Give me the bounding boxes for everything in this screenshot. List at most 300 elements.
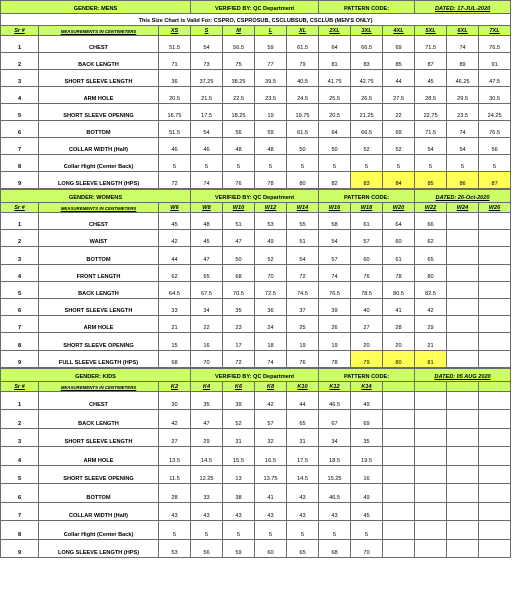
size-value: 60	[351, 247, 383, 264]
size-value: 74.5	[287, 281, 319, 298]
size-value: 64	[319, 121, 351, 138]
size-header	[447, 381, 479, 391]
measurement-label: LONG SLEEVE LENGTH (HPS)	[39, 172, 159, 189]
size-value	[383, 447, 415, 466]
size-value	[383, 539, 415, 558]
size-value: 46	[191, 138, 223, 155]
size-value: 27	[159, 428, 191, 447]
size-value: 80	[415, 264, 447, 281]
sr-header: Sr #	[1, 26, 39, 36]
measurement-label: BACK LENGTH	[39, 410, 159, 429]
size-value: 49	[351, 484, 383, 503]
size-value: 13	[223, 465, 255, 484]
section-header-row	[1, 368, 511, 381]
size-value: 19.75	[287, 104, 319, 121]
womens-size-table	[0, 189, 511, 368]
size-value: 29.5	[447, 87, 479, 104]
measurement-row	[1, 138, 511, 155]
size-value: 50	[223, 247, 255, 264]
size-value: 5	[159, 521, 191, 540]
size-value: 74	[447, 121, 479, 138]
size-value	[447, 213, 479, 230]
size-value: 40	[351, 298, 383, 315]
size-value: 34	[191, 298, 223, 315]
row-number: 6	[1, 484, 39, 503]
size-value	[479, 230, 511, 247]
row-number: 4	[1, 264, 39, 281]
size-header: K6	[223, 381, 255, 391]
gender-label: GENDER: MENS	[1, 1, 191, 14]
measurement-label: ARM HOLE	[39, 87, 159, 104]
measurement-label: FRONT LENGTH	[39, 264, 159, 281]
dated: DATED: 26-Oct-2020	[415, 190, 511, 203]
size-value: 48	[255, 138, 287, 155]
size-value: 18.5	[319, 447, 351, 466]
measurement-label: SHORT SLEEVE OPENING	[39, 465, 159, 484]
size-value: 56	[191, 539, 223, 558]
size-header: S	[191, 26, 223, 36]
size-value: 17	[223, 333, 255, 350]
measurement-label: SHORT SLEEVE LENGTH	[39, 70, 159, 87]
measurement-row	[1, 36, 511, 53]
size-value: 18	[255, 333, 287, 350]
size-value: 61.5	[287, 36, 319, 53]
size-value: 30.5	[479, 87, 511, 104]
section-header-row	[1, 190, 511, 203]
size-value: 52	[383, 138, 415, 155]
dated: DATED: 17-JUL-2020	[415, 1, 511, 14]
size-value	[415, 484, 447, 503]
size-value: 36	[255, 298, 287, 315]
size-value	[447, 316, 479, 333]
size-value: 52	[223, 410, 255, 429]
size-header: L	[255, 26, 287, 36]
size-value: 72.5	[255, 281, 287, 298]
size-value: 53	[255, 213, 287, 230]
size-value: 41	[255, 484, 287, 503]
column-header-row	[1, 203, 511, 213]
measurement-row	[1, 333, 511, 350]
size-header: 7XL	[479, 26, 511, 36]
size-value: 35	[223, 298, 255, 315]
measurement-row	[1, 247, 511, 264]
size-value: 28	[159, 484, 191, 503]
size-value: 42	[255, 391, 287, 410]
size-value: 60	[255, 539, 287, 558]
size-value	[479, 521, 511, 540]
size-value: 42.75	[351, 70, 383, 87]
size-header: K2	[159, 381, 191, 391]
size-value: 27	[351, 316, 383, 333]
size-value: 55	[287, 213, 319, 230]
measurement-row	[1, 281, 511, 298]
size-value: 29	[415, 316, 447, 333]
dated: DATED: 05 AUG 2020	[415, 368, 511, 381]
size-value	[479, 247, 511, 264]
measurement-row	[1, 447, 511, 466]
size-value: 48	[223, 138, 255, 155]
measurements-header: MEASUREMENTS IN CENTIMETERS	[39, 203, 159, 213]
validity-note: This Size Chart is Valid For: CSPRO, CSPROSUB, CSCLUBSUB, CSCLUB (MEN'S ONLY)	[1, 14, 511, 26]
size-value: 69	[383, 121, 415, 138]
size-header: M	[223, 26, 255, 36]
size-value: 46	[159, 138, 191, 155]
size-value: 66.5	[351, 36, 383, 53]
size-value: 26	[319, 316, 351, 333]
size-value: 44	[383, 70, 415, 87]
measurement-label: WAIST	[39, 230, 159, 247]
size-value: 17.5	[287, 447, 319, 466]
size-value: 35	[191, 391, 223, 410]
size-value	[447, 350, 479, 367]
size-value: 19	[287, 333, 319, 350]
column-header-row	[1, 381, 511, 391]
size-value	[447, 428, 479, 447]
size-value	[383, 410, 415, 429]
measurements-header: MEASUREMENTS IN CENTIMETERS	[39, 381, 159, 391]
size-value	[447, 484, 479, 503]
size-value: 45	[415, 70, 447, 87]
measurement-row	[1, 70, 511, 87]
size-value: 44	[287, 391, 319, 410]
size-value	[479, 410, 511, 429]
row-number: 6	[1, 298, 39, 315]
size-value: 75	[223, 53, 255, 70]
size-value: 39.5	[255, 70, 287, 87]
size-value: 70.5	[223, 281, 255, 298]
size-value	[479, 213, 511, 230]
size-value: 72	[159, 172, 191, 189]
size-value	[447, 298, 479, 315]
sr-header: Sr #	[1, 381, 39, 391]
size-value: 21.5	[191, 87, 223, 104]
measurement-row	[1, 121, 511, 138]
size-value: 16.5	[255, 447, 287, 466]
measurement-row	[1, 104, 511, 121]
measurement-row	[1, 298, 511, 315]
size-value: 43	[255, 502, 287, 521]
row-number: 1	[1, 391, 39, 410]
measurement-row	[1, 428, 511, 447]
kids-size-table	[0, 368, 511, 559]
measurement-row	[1, 213, 511, 230]
size-value: 54	[319, 230, 351, 247]
measurement-row	[1, 316, 511, 333]
size-value: 62	[415, 230, 447, 247]
size-value: 59	[223, 539, 255, 558]
row-number: 7	[1, 138, 39, 155]
size-value: 57	[319, 247, 351, 264]
measurement-row	[1, 172, 511, 189]
size-value: 38.25	[223, 70, 255, 87]
size-value: 54	[415, 138, 447, 155]
size-value	[415, 410, 447, 429]
size-value: 50	[319, 138, 351, 155]
size-value	[479, 281, 511, 298]
size-value: 85	[383, 53, 415, 70]
size-value: 23.5	[255, 87, 287, 104]
size-value: 83	[351, 53, 383, 70]
size-value: 35	[351, 428, 383, 447]
size-value: 13.5	[159, 447, 191, 466]
size-header	[415, 381, 447, 391]
size-value: 39	[319, 298, 351, 315]
size-value: 22.75	[415, 104, 447, 121]
size-value: 76.5	[479, 121, 511, 138]
size-value: 59	[255, 121, 287, 138]
size-value: 70	[351, 539, 383, 558]
size-header: K12	[319, 381, 351, 391]
size-header: W14	[287, 203, 319, 213]
row-number: 5	[1, 465, 39, 484]
size-value	[447, 281, 479, 298]
size-value	[479, 316, 511, 333]
size-value	[479, 465, 511, 484]
row-number: 2	[1, 53, 39, 70]
measurement-label: COLLAR WIDTH (Half)	[39, 138, 159, 155]
size-value: 5	[319, 155, 351, 172]
size-value	[479, 484, 511, 503]
size-value: 78	[319, 350, 351, 367]
size-value: 43	[159, 502, 191, 521]
size-value: 5	[255, 521, 287, 540]
size-value: 49	[255, 230, 287, 247]
size-value	[415, 521, 447, 540]
size-value: 19	[319, 333, 351, 350]
row-number: 2	[1, 410, 39, 429]
size-value	[479, 391, 511, 410]
size-header	[479, 381, 511, 391]
size-value: 64.5	[159, 281, 191, 298]
size-value: 51.5	[159, 121, 191, 138]
size-value: 34	[319, 428, 351, 447]
measurement-row	[1, 539, 511, 558]
gender-label: GENDER: KIDS	[1, 368, 191, 381]
size-value: 85	[415, 172, 447, 189]
size-header: 5XL	[415, 26, 447, 36]
size-value	[447, 465, 479, 484]
size-value: 72	[287, 264, 319, 281]
size-value: 81	[415, 350, 447, 367]
size-value: 74	[319, 264, 351, 281]
row-number: 3	[1, 247, 39, 264]
size-value: 5	[255, 155, 287, 172]
size-value	[383, 465, 415, 484]
size-value: 43	[287, 502, 319, 521]
size-value	[479, 428, 511, 447]
size-value: 28.5	[415, 87, 447, 104]
size-value: 78	[255, 172, 287, 189]
size-value: 21	[159, 316, 191, 333]
size-value: 15	[159, 333, 191, 350]
row-number: 6	[1, 121, 39, 138]
column-header-row	[1, 26, 511, 36]
size-value: 47	[191, 410, 223, 429]
size-value	[383, 521, 415, 540]
row-number: 1	[1, 213, 39, 230]
size-value: 86	[447, 172, 479, 189]
size-value: 16	[351, 465, 383, 484]
size-value: 41	[383, 298, 415, 315]
size-header: W20	[383, 203, 415, 213]
size-value: 64	[383, 213, 415, 230]
size-value: 61.5	[287, 121, 319, 138]
size-header: K4	[191, 381, 223, 391]
size-header: W12	[255, 203, 287, 213]
verified-by: VERIFIED BY: QC Department	[191, 1, 319, 14]
size-header: W22	[415, 203, 447, 213]
size-value: 89	[447, 53, 479, 70]
size-value: 23	[223, 316, 255, 333]
measurement-label: Collar Hight (Center Back)	[39, 521, 159, 540]
measurement-row	[1, 350, 511, 367]
size-header: XS	[159, 26, 191, 36]
size-value: 83	[351, 172, 383, 189]
size-value: 31	[223, 428, 255, 447]
size-value: 15.5	[223, 447, 255, 466]
size-value: 70	[191, 350, 223, 367]
size-value: 71.5	[415, 36, 447, 53]
size-value	[447, 333, 479, 350]
row-number: 3	[1, 428, 39, 447]
size-value: 37.25	[191, 70, 223, 87]
measurement-label: CHEST	[39, 36, 159, 53]
size-value: 37	[287, 298, 319, 315]
measurements-header: MEASUREMENTS IN CENTIMETERS	[39, 26, 159, 36]
measurement-row	[1, 230, 511, 247]
size-value: 87	[479, 172, 511, 189]
size-value: 80	[383, 350, 415, 367]
size-value: 82.5	[415, 281, 447, 298]
size-value: 33	[191, 484, 223, 503]
size-value: 61	[351, 213, 383, 230]
size-value: 13.75	[255, 465, 287, 484]
size-value: 54	[191, 36, 223, 53]
size-value: 5	[447, 155, 479, 172]
size-value: 25	[287, 316, 319, 333]
size-header: W16	[319, 203, 351, 213]
size-value	[447, 502, 479, 521]
measurement-label: BOTTOM	[39, 121, 159, 138]
pattern-code: PATTERN CODE:	[319, 1, 415, 14]
row-number: 4	[1, 447, 39, 466]
size-value: 66.5	[351, 121, 383, 138]
size-value: 57	[351, 230, 383, 247]
size-value: 32	[255, 428, 287, 447]
size-value: 12.25	[191, 465, 223, 484]
measurement-label: BOTTOM	[39, 484, 159, 503]
verified-by: VERIFIED BY: QC Department	[191, 368, 319, 381]
verified-by: VERIFIED BY: QC Department	[191, 190, 319, 203]
size-header: W26	[479, 203, 511, 213]
size-value: 47	[191, 247, 223, 264]
size-value: 43	[287, 484, 319, 503]
size-value: 79	[287, 53, 319, 70]
size-value	[383, 502, 415, 521]
size-value: 21	[415, 333, 447, 350]
size-value: 24	[255, 316, 287, 333]
size-value: 16	[191, 333, 223, 350]
size-value: 24.25	[479, 104, 511, 121]
size-value: 87	[415, 53, 447, 70]
gender-label: GENDER: WOMENS	[1, 190, 191, 203]
size-value: 28	[383, 316, 415, 333]
size-value: 76	[223, 172, 255, 189]
size-value: 84	[383, 172, 415, 189]
measurement-label: COLLAR WIDTH (Half)	[39, 502, 159, 521]
size-value: 18.25	[223, 104, 255, 121]
pattern-code: PATTERN CODE:	[319, 190, 415, 203]
size-value: 22.5	[223, 87, 255, 104]
size-value: 38	[223, 484, 255, 503]
size-value: 24.5	[287, 87, 319, 104]
size-value: 5	[159, 155, 191, 172]
size-value: 5	[191, 155, 223, 172]
measurement-row	[1, 53, 511, 70]
size-value: 46.5	[319, 484, 351, 503]
measurement-label: CHEST	[39, 391, 159, 410]
size-value	[383, 391, 415, 410]
size-value: 65	[191, 264, 223, 281]
size-value: 20.5	[319, 104, 351, 121]
size-value: 56.5	[223, 36, 255, 53]
size-value: 58	[319, 213, 351, 230]
size-value: 51	[287, 230, 319, 247]
size-value: 49	[351, 391, 383, 410]
size-header: K14	[351, 381, 383, 391]
row-number: 7	[1, 316, 39, 333]
size-value: 54	[447, 138, 479, 155]
size-header: 2XL	[319, 26, 351, 36]
size-value: 80	[287, 172, 319, 189]
measurement-row	[1, 484, 511, 503]
measurement-row	[1, 264, 511, 281]
size-value: 5	[223, 155, 255, 172]
size-value: 42	[159, 230, 191, 247]
size-value: 70	[255, 264, 287, 281]
size-value	[447, 447, 479, 466]
size-value: 74	[447, 36, 479, 53]
size-value: 50	[287, 138, 319, 155]
size-value: 67	[319, 410, 351, 429]
size-value	[415, 428, 447, 447]
size-value: 5	[287, 155, 319, 172]
size-value: 80.5	[383, 281, 415, 298]
size-value: 65	[415, 247, 447, 264]
size-value: 20	[351, 333, 383, 350]
row-number: 5	[1, 281, 39, 298]
size-value: 5	[383, 155, 415, 172]
size-value: 47.5	[479, 70, 511, 87]
size-value: 45	[351, 502, 383, 521]
size-value: 59	[255, 36, 287, 53]
size-value: 19	[255, 104, 287, 121]
size-value: 46.25	[447, 70, 479, 87]
size-value: 22	[383, 104, 415, 121]
size-value	[447, 264, 479, 281]
size-value: 19.5	[351, 447, 383, 466]
size-value: 56	[223, 121, 255, 138]
measurement-label: BACK LENGTH	[39, 281, 159, 298]
size-value: 5	[287, 521, 319, 540]
size-value: 78	[383, 264, 415, 281]
size-header: W8	[191, 203, 223, 213]
size-value: 44	[159, 247, 191, 264]
size-value: 76	[351, 264, 383, 281]
size-value: 15.25	[319, 465, 351, 484]
size-value: 25.5	[319, 87, 351, 104]
size-value: 43	[191, 502, 223, 521]
